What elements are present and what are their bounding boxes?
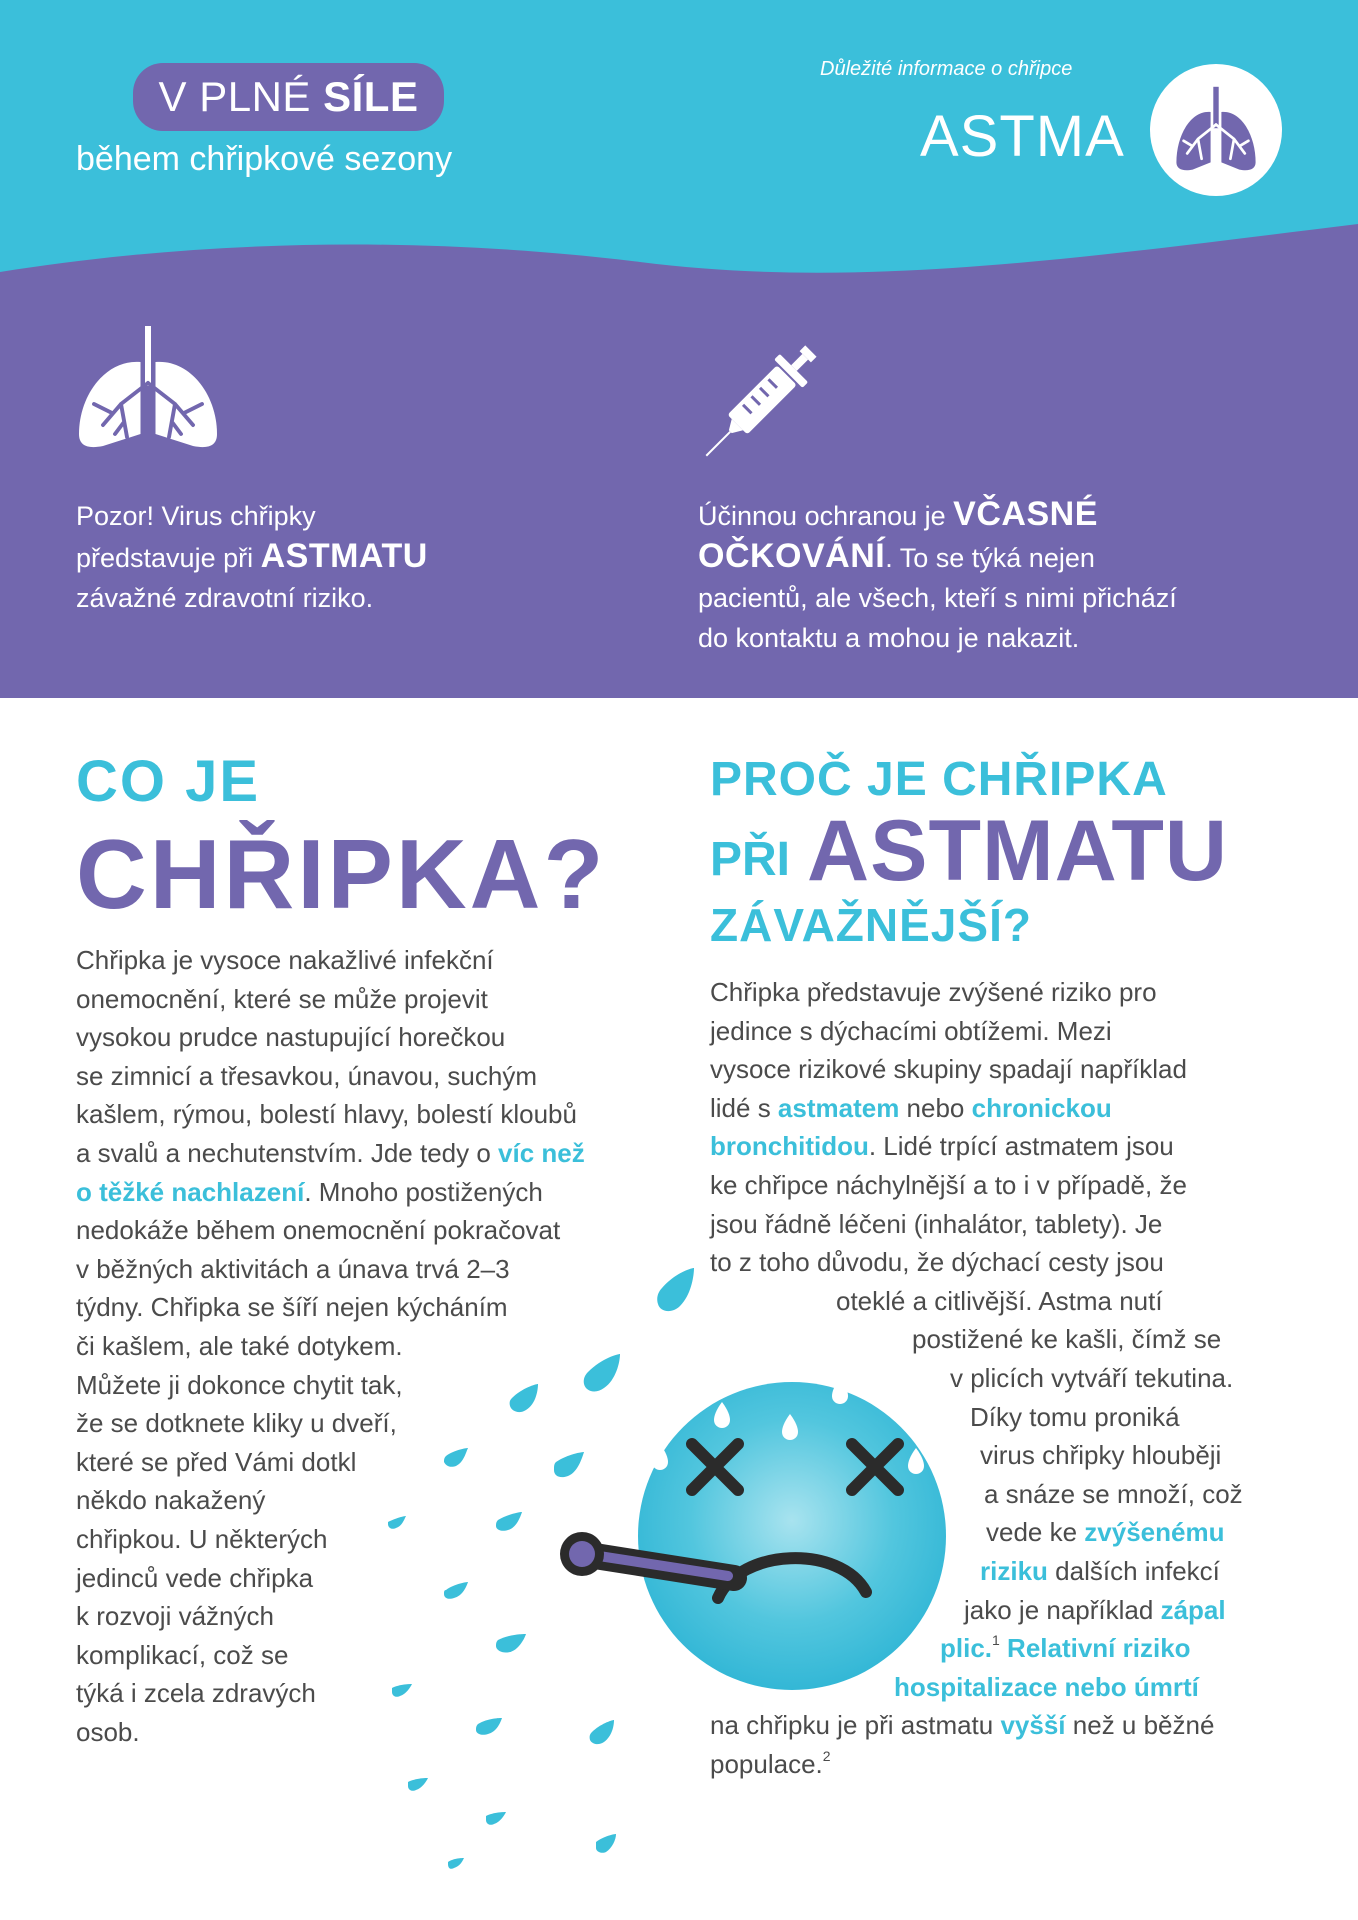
text-segment: . Mnoho postižených (304, 1176, 543, 1207)
highlighted-term: zápal (1160, 1594, 1226, 1625)
body-line (76, 984, 488, 1014)
text-segment: Můžete ji dokonce chytit tak, (76, 1369, 403, 1400)
body-line (76, 1601, 274, 1631)
body-line (836, 1286, 1163, 1316)
body-line (980, 1440, 1221, 1470)
vaccination-line: OČKOVÁNÍ. To se týká nejen (698, 537, 1095, 575)
body-line (76, 1022, 505, 1052)
body-line (710, 1093, 1112, 1123)
text-segment: Chřipka představuje zvýšené riziko pro (710, 977, 1157, 1007)
text-segment: postižené ke kašli, čímž se (912, 1324, 1222, 1355)
lungs-icon (1171, 85, 1261, 175)
text-segment: kašlem, rýmou, bolestí hlavy, bolestí kloubů (76, 1099, 577, 1130)
header-title: ASTMA (920, 104, 1125, 169)
text-segment: k rozvoji vážných (76, 1601, 274, 1632)
text-segment: týká i zcela zdravých (76, 1678, 316, 1709)
right-heading-line3: ZÁVAŽNĚJŠÍ? (710, 899, 1032, 951)
vaccination-line: Účinnou ochranou je VČASNÉ (698, 495, 1098, 533)
text-segment: populace. (710, 1749, 823, 1779)
body-line (710, 1170, 1187, 1200)
text-segment: vysokou prudce nastupující horečkou (76, 1022, 506, 1053)
text-segment: a svalů a nechutenstvím. Jde tedy o (76, 1138, 499, 1168)
text-segment: a snáze se množí, což (984, 1478, 1243, 1509)
text-segment: týdny. Chřipka se šíří nejen kýcháním (76, 1292, 508, 1323)
text-segment: jsou řádně léčeni (inhalátor, tablety). Je (710, 1208, 1163, 1239)
highlighted-term: zvýšenému (1084, 1517, 1225, 1548)
text-segment: Chřipka je vysoce nakažlivé infekční (76, 945, 494, 975)
body-line (76, 1215, 560, 1245)
right-heading-astmatu: ASTMATU (807, 803, 1229, 899)
text-segment: vede ke (986, 1517, 1085, 1548)
text-segment: než u běžné (1065, 1710, 1215, 1741)
body-line (710, 1054, 1187, 1084)
text-segment: někdo nakažený (76, 1485, 266, 1516)
lungs-icon (72, 326, 224, 452)
body-line (76, 1524, 327, 1554)
body-line (710, 1016, 1112, 1046)
text-segment: chřipkou. U některých (76, 1524, 328, 1554)
highlighted-term: Relativní riziko (999, 1633, 1191, 1664)
body-line (710, 1247, 1164, 1277)
text-segment: jedince s dýchacími obtížemi. Mezi (710, 1015, 1112, 1046)
body-line (76, 1138, 585, 1168)
text-segment: osob. (76, 1717, 140, 1747)
body-line (950, 1363, 1233, 1393)
text-segment: virus chřipky hlouběji (980, 1440, 1222, 1471)
left-heading-small: CO JE (76, 749, 261, 814)
syringe-icon (690, 332, 830, 472)
badge-prefix: V PLNÉ (158, 73, 324, 120)
text-segment: nedokáže během onemocnění pokračovat (76, 1215, 561, 1246)
body-line (76, 1254, 510, 1284)
body-line (980, 1556, 1220, 1586)
text-segment: onemocnění, které se může projevit (76, 983, 488, 1014)
asthma-warning (76, 496, 506, 618)
text-segment: Díky tomu proniká (970, 1401, 1180, 1432)
highlighted-term: astmatem (777, 1092, 900, 1123)
body-line (76, 1447, 356, 1477)
highlighted-term: o těžké nachlazení (76, 1176, 305, 1207)
body-line (76, 1331, 403, 1361)
body-line (940, 1633, 1191, 1663)
body-line (710, 1131, 1174, 1161)
body-line (912, 1324, 1221, 1354)
right-heading-line1: PROČ JE CHŘIPKA (710, 753, 1168, 806)
body-line (76, 945, 494, 975)
body-line (894, 1672, 1199, 1702)
body-line (710, 1209, 1162, 1239)
highlighted-term: vyšší (1000, 1710, 1066, 1741)
text-segment: na chřipku je při astmatu (710, 1710, 1001, 1741)
text-segment: jedinců vede chřipka (76, 1562, 314, 1593)
text-segment: 1 (992, 1632, 1000, 1649)
text-segment: v plicích vytváří tekutina. (950, 1363, 1234, 1393)
highlighted-term: plic. (940, 1633, 993, 1664)
campaign-subtitle: během chřipkové sezony (76, 140, 453, 178)
body-line (76, 1640, 288, 1670)
body-line (710, 977, 1157, 1007)
text-segment: . Lidé trpící astmatem jsou (868, 1131, 1174, 1162)
left-heading-large: CHŘIPKA? (76, 819, 607, 929)
badge-bold: SÍLE (323, 73, 419, 120)
body-line (986, 1517, 1224, 1547)
vaccination-line: do kontaktu a mohou je nakazit. (698, 623, 1080, 653)
warning-line: představuje při ASTMATU (76, 537, 428, 575)
body-line (76, 1678, 316, 1708)
highlighted-term: riziku (980, 1556, 1048, 1586)
right-heading-pri: PŘI (710, 833, 791, 886)
text-segment: jako je například (964, 1594, 1161, 1625)
body-line (76, 1099, 577, 1129)
highlighted-term: chronickou (971, 1092, 1112, 1123)
body-line (76, 1061, 537, 1091)
text-segment: že se dotknete kliky u dveří, (76, 1408, 397, 1439)
body-line (76, 1485, 265, 1515)
vaccination-note (698, 494, 1298, 658)
warning-line: závažné zdravotní riziko. (76, 583, 374, 613)
campaign-badge (133, 63, 444, 131)
body-line (710, 1710, 1214, 1740)
text-segment: se zimnicí a třesavkou, únavou, suchým (76, 1060, 537, 1091)
body-line (76, 1563, 313, 1593)
text-segment: komplikací, což se (76, 1639, 289, 1670)
text-segment: lidé s (710, 1092, 778, 1123)
highlighted-term: víc než (498, 1138, 585, 1168)
body-line (710, 1749, 831, 1779)
body-line (76, 1292, 508, 1322)
body-line (970, 1402, 1180, 1432)
header-lungs-badge (1150, 64, 1282, 196)
text-segment: nebo (899, 1092, 972, 1123)
text-segment: 2 (822, 1748, 831, 1764)
body-line (984, 1479, 1243, 1509)
highlighted-term: bronchitidou (710, 1131, 869, 1162)
text-segment: v běžných aktivitách a únava trvá 2–3 (76, 1253, 510, 1284)
body-line (76, 1408, 397, 1438)
body-line (76, 1370, 403, 1400)
text-segment: dalších infekcí (1047, 1556, 1220, 1586)
text-segment: vysoce rizikové skupiny spadají například (710, 1054, 1187, 1085)
text-segment: ke chřipce náchylnější a to i v případě, že (710, 1170, 1187, 1200)
header-kicker: Důležité informace o chřipce (820, 58, 1073, 80)
text-segment: oteklé a citlivější. Astma nutí (836, 1285, 1163, 1316)
vaccination-line: pacientů, ale všech, kteří s nimi přichází (698, 583, 1177, 613)
warning-line: Pozor! Virus chřipky (76, 501, 316, 531)
text-segment: či kašlem, ale také dotykem. (76, 1331, 403, 1361)
body-line (964, 1595, 1226, 1625)
text-segment: to z toho důvodu, že dýchací cesty jsou (710, 1247, 1164, 1278)
body-line (76, 1717, 140, 1747)
highlighted-term: hospitalizace nebo úmrtí (894, 1671, 1199, 1702)
text-segment: které se před Vámi dotkl (76, 1446, 357, 1477)
body-line (76, 1177, 543, 1207)
